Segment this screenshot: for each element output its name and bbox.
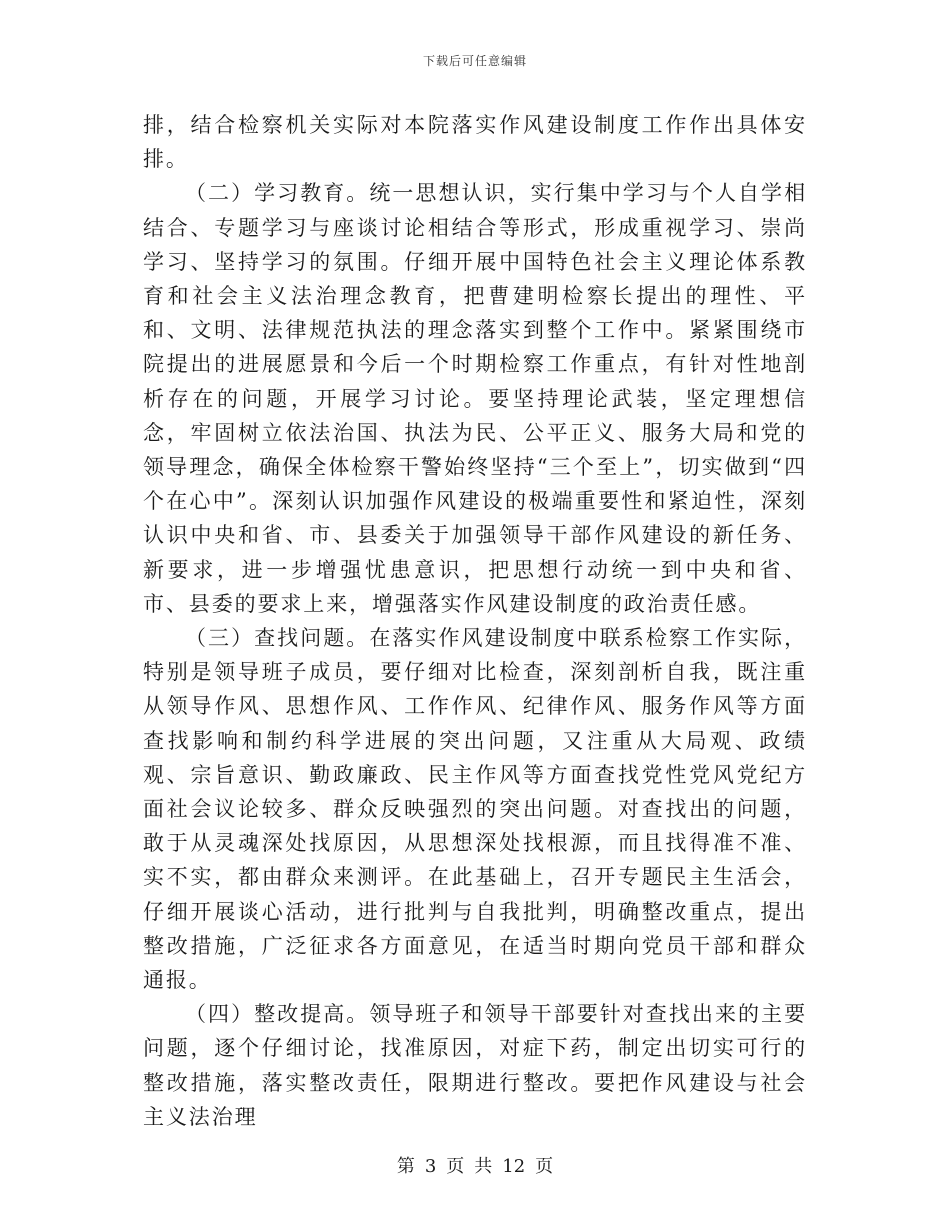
footer-label-mid: 页 bbox=[446, 1156, 465, 1177]
paragraph-rectify-improve: （四）整改提高。领导班子和领导干部要针对查找出来的主要问题，逐个仔细讨论，找准原因，对症下药，制定出切实可行的整改措施，落实整改责任，限期进行整改。要把作风建设与社会主义法治理 bbox=[143, 1002, 807, 1129]
footer-page-number: 3 bbox=[424, 1156, 437, 1177]
document-body bbox=[143, 108, 807, 1134]
footer-label-total: 共 bbox=[474, 1156, 493, 1177]
paragraph-continuation: 排，结合检察机关实际对本院落实作风建设制度工作作出具体安排。 bbox=[143, 113, 807, 172]
footer-total-pages: 12 bbox=[502, 1156, 526, 1177]
footer-label-before: 第 bbox=[396, 1156, 415, 1177]
page-header: 下载后可任意编辑 bbox=[422, 54, 527, 68]
footer-label-after: 页 bbox=[535, 1156, 554, 1177]
page-footer bbox=[0, 1152, 950, 1178]
paragraph-study-education: （二）学习教育。统一思想认识，实行集中学习与个人自学相结合、专题学习与座谈讨论相结合等形式，形成重视学习、崇尚学习、坚持学习的氛围。仔细开展中国特色社会主义理论体系教育和社会主义法治理念教育，把曹建明检察长提出的理性、平和、文明、法律规范执法的理念落实到整个工作中。紧紧围绕市院提出的进展愿景和今后一个时期检察工作重点，有针对性地剖析存在的问题，开展学习讨论。要坚持理论武装，坚定理想信念，牢固树立依法治国、执法为民、公平正义、服务大局和党的领导理念，确保全体检察干警始终坚持“三个至上”，切实做到“四个在心中”。深刻认识加强作风建设的极端重要性和紧迫性，深刻认识中央和省、市、县委关于加强领导干部作风建设的新任务、新要求，进一步增强忧患意识，把思想行动统一到中央和省、市、县委的要求上来，增强落实作风建设制度的政治责任感。 bbox=[143, 181, 807, 616]
paragraph-find-problems: （三）查找问题。在落实作风建设制度中联系检察工作实际，特别是领导班子成员，要仔细对比检查，深刻剖析自我，既注重从领导作风、思想作风、工作作风、纪律作风、服务作风等方面查找影响和制约科学进展的突出问题，又注重从大局观、政绩观、宗旨意识、勤政廉政、民主作风等方面查找党性党风党纪方面社会议论较多、群众反映强烈的突出问题。对查找出的问题，敢于从灵魂深处找原因，从思想深处找根源，而且找得准不准、实不实，都由群众来测评。在此基础上，召开专题民主生活会，仔细开展谈心活动，进行批判与自我批判，明确整改重点，提出整改措施，广泛征求各方面意见，在适当时期向党员干部和群众通报。 bbox=[143, 626, 807, 993]
